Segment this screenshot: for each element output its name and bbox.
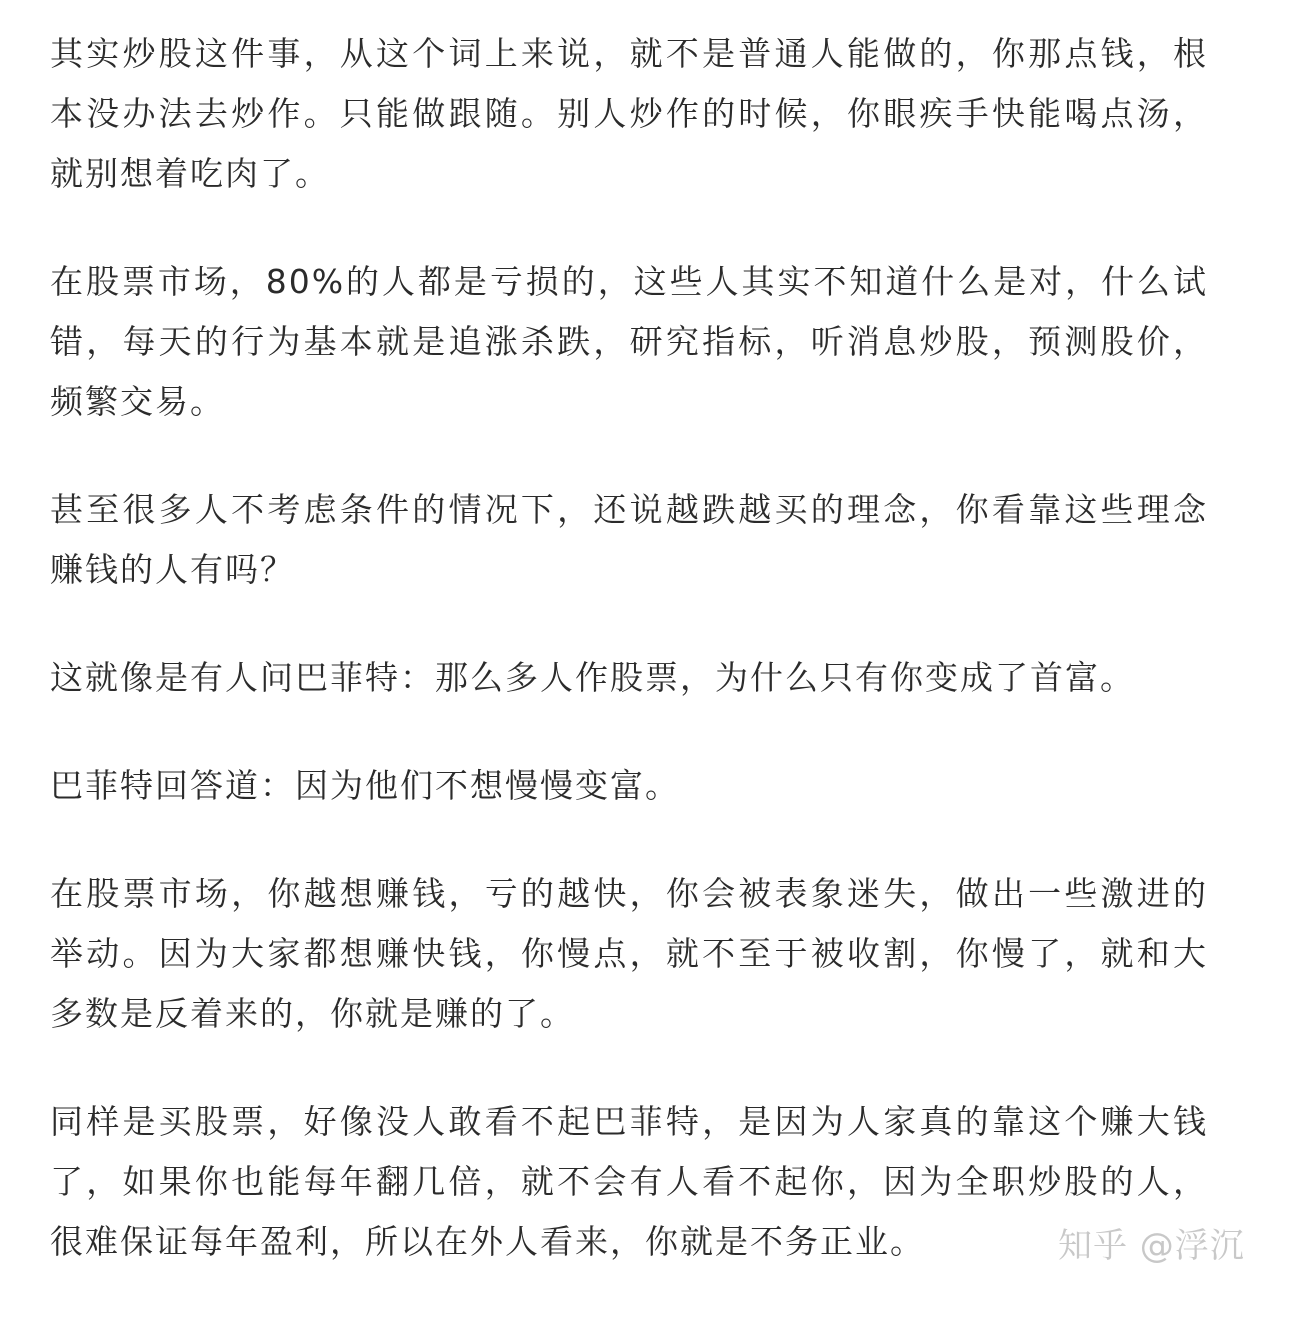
text-line: 这就像是有人问巴菲特：那么多人作股票，为什么只有你变成了首富。	[50, 658, 1135, 697]
paragraph-3	[50, 480, 1208, 600]
text-line: 就别想着吃肉了。	[50, 154, 330, 193]
paragraph-4	[50, 648, 1208, 708]
paragraph-5	[50, 756, 1208, 816]
text-line: 巴菲特回答道：因为他们不想慢慢变富。	[50, 766, 680, 805]
text-line: 举动。因为大家都想赚快钱，你慢点，就不至于被收割，你慢了，就和大	[50, 934, 1208, 973]
text-line: 在股票市场，你越想赚钱，亏的越快，你会被表象迷失，做出一些激进的	[50, 874, 1208, 913]
text-line: 同样是买股票，好像没人敢看不起巴菲特，是因为人家真的靠这个赚大钱	[50, 1102, 1208, 1141]
text-line: 很难保证每年盈利，所以在外人看来，你就是不务正业。	[50, 1222, 925, 1261]
text-line: 甚至很多人不考虑条件的情况下，还说越跌越买的理念，你看靠这些理念	[50, 490, 1208, 529]
text-line: 频繁交易。	[50, 382, 225, 421]
text-line: 本没办法去炒作。只能做跟随。别人炒作的时候，你眼疾手快能喝点汤，	[50, 94, 1208, 133]
text-line: 在股票市场，80%的人都是亏损的，这些人其实不知道什么是对，什么试	[50, 262, 1208, 301]
text-line: 错，每天的行为基本就是追涨杀跌，研究指标，听消息炒股，预测股价，	[50, 322, 1208, 361]
text-line: 多数是反着来的，你就是赚的了。	[50, 994, 575, 1033]
paragraph-7	[50, 1092, 1208, 1272]
paragraph-2	[50, 252, 1208, 432]
text-line: 赚钱的人有吗？	[50, 550, 295, 589]
text-line: 了，如果你也能每年翻几倍，就不会有人看不起你，因为全职炒股的人，	[50, 1162, 1208, 1201]
paragraph-1	[50, 24, 1208, 204]
zhihu-watermark: 知乎 @浮沉	[1058, 1226, 1245, 1266]
article-body	[50, 24, 1208, 1320]
paragraph-6	[50, 864, 1208, 1044]
text-line: 其实炒股这件事，从这个词上来说，就不是普通人能做的，你那点钱，根	[50, 34, 1208, 73]
